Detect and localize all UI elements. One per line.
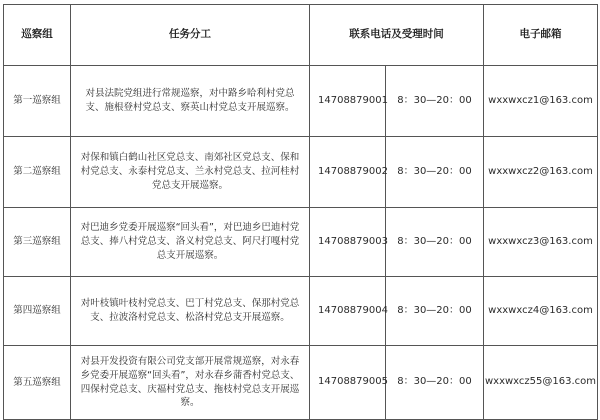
task-description: 对县开发投资有限公司党支部开展常规巡察，对永春乡党委开展巡察“回头看”，对永春乡蒲香村党总支、四保村党总支、庆福村党总支、拖枝村党总支开展巡察。 <box>71 346 310 420</box>
table-row <box>4 277 598 346</box>
email-address: wxxwxcz2@163.com <box>484 137 598 208</box>
group-name: 第一巡察组 <box>4 66 71 137</box>
phone-number: 14708879004 <box>310 277 386 346</box>
group-name: 第二巡察组 <box>4 137 71 208</box>
service-hours: 8：30—20：00 <box>386 346 484 420</box>
phone-number: 14708879005 <box>310 346 386 420</box>
inspection-groups-table <box>3 4 598 420</box>
service-hours: 8：30—20：00 <box>386 66 484 137</box>
task-description: 对巴迪乡党委开展巡察“回头看”，对巴迪乡巴迪村党总支、捧八村党总支、洛义村党总支、阿尺打嘎村党总支开展巡察。 <box>71 208 310 277</box>
email-address: wxxwxcz1@163.com <box>484 66 598 137</box>
email-address: wxxwxcz4@163.com <box>484 277 598 346</box>
task-description: 对保和镇白鹤山社区党总支、南郊社区党总支、保和村党总支、永泰村党总支、兰永村党总支、拉河桂村党总支开展巡察。 <box>71 137 310 208</box>
group-name: 第五巡察组 <box>4 346 71 420</box>
table-header-row <box>4 5 598 66</box>
group-name: 第三巡察组 <box>4 208 71 277</box>
phone-number: 14708879002 <box>310 137 386 208</box>
table-row <box>4 208 598 277</box>
group-name: 第四巡察组 <box>4 277 71 346</box>
header-task: 任务分工 <box>71 5 310 66</box>
header-email: 电子邮箱 <box>484 5 598 66</box>
task-description: 对县法院党组进行常规巡察，对中路乡哈利村党总支、施根登村党总支、察英山村党总支开展巡察。 <box>71 66 310 137</box>
table-row <box>4 346 598 420</box>
header-contact: 联系电话及受理时间 <box>310 5 484 66</box>
service-hours: 8：30—20：00 <box>386 137 484 208</box>
email-address: wxxwxcz55@163.com <box>484 346 598 420</box>
service-hours: 8：30—20：00 <box>386 277 484 346</box>
header-group: 巡察组 <box>4 5 71 66</box>
phone-number: 14708879003 <box>310 208 386 277</box>
service-hours: 8：30—20：00 <box>386 208 484 277</box>
phone-number: 14708879001 <box>310 66 386 137</box>
table-row <box>4 66 598 137</box>
task-description: 对叶枝镇叶枝村党总支、巴丁村党总支、保那村党总支、拉波洛村党总支、松洛村党总支开展巡察。 <box>71 277 310 346</box>
email-address: wxxwxcz3@163.com <box>484 208 598 277</box>
table-row <box>4 137 598 208</box>
